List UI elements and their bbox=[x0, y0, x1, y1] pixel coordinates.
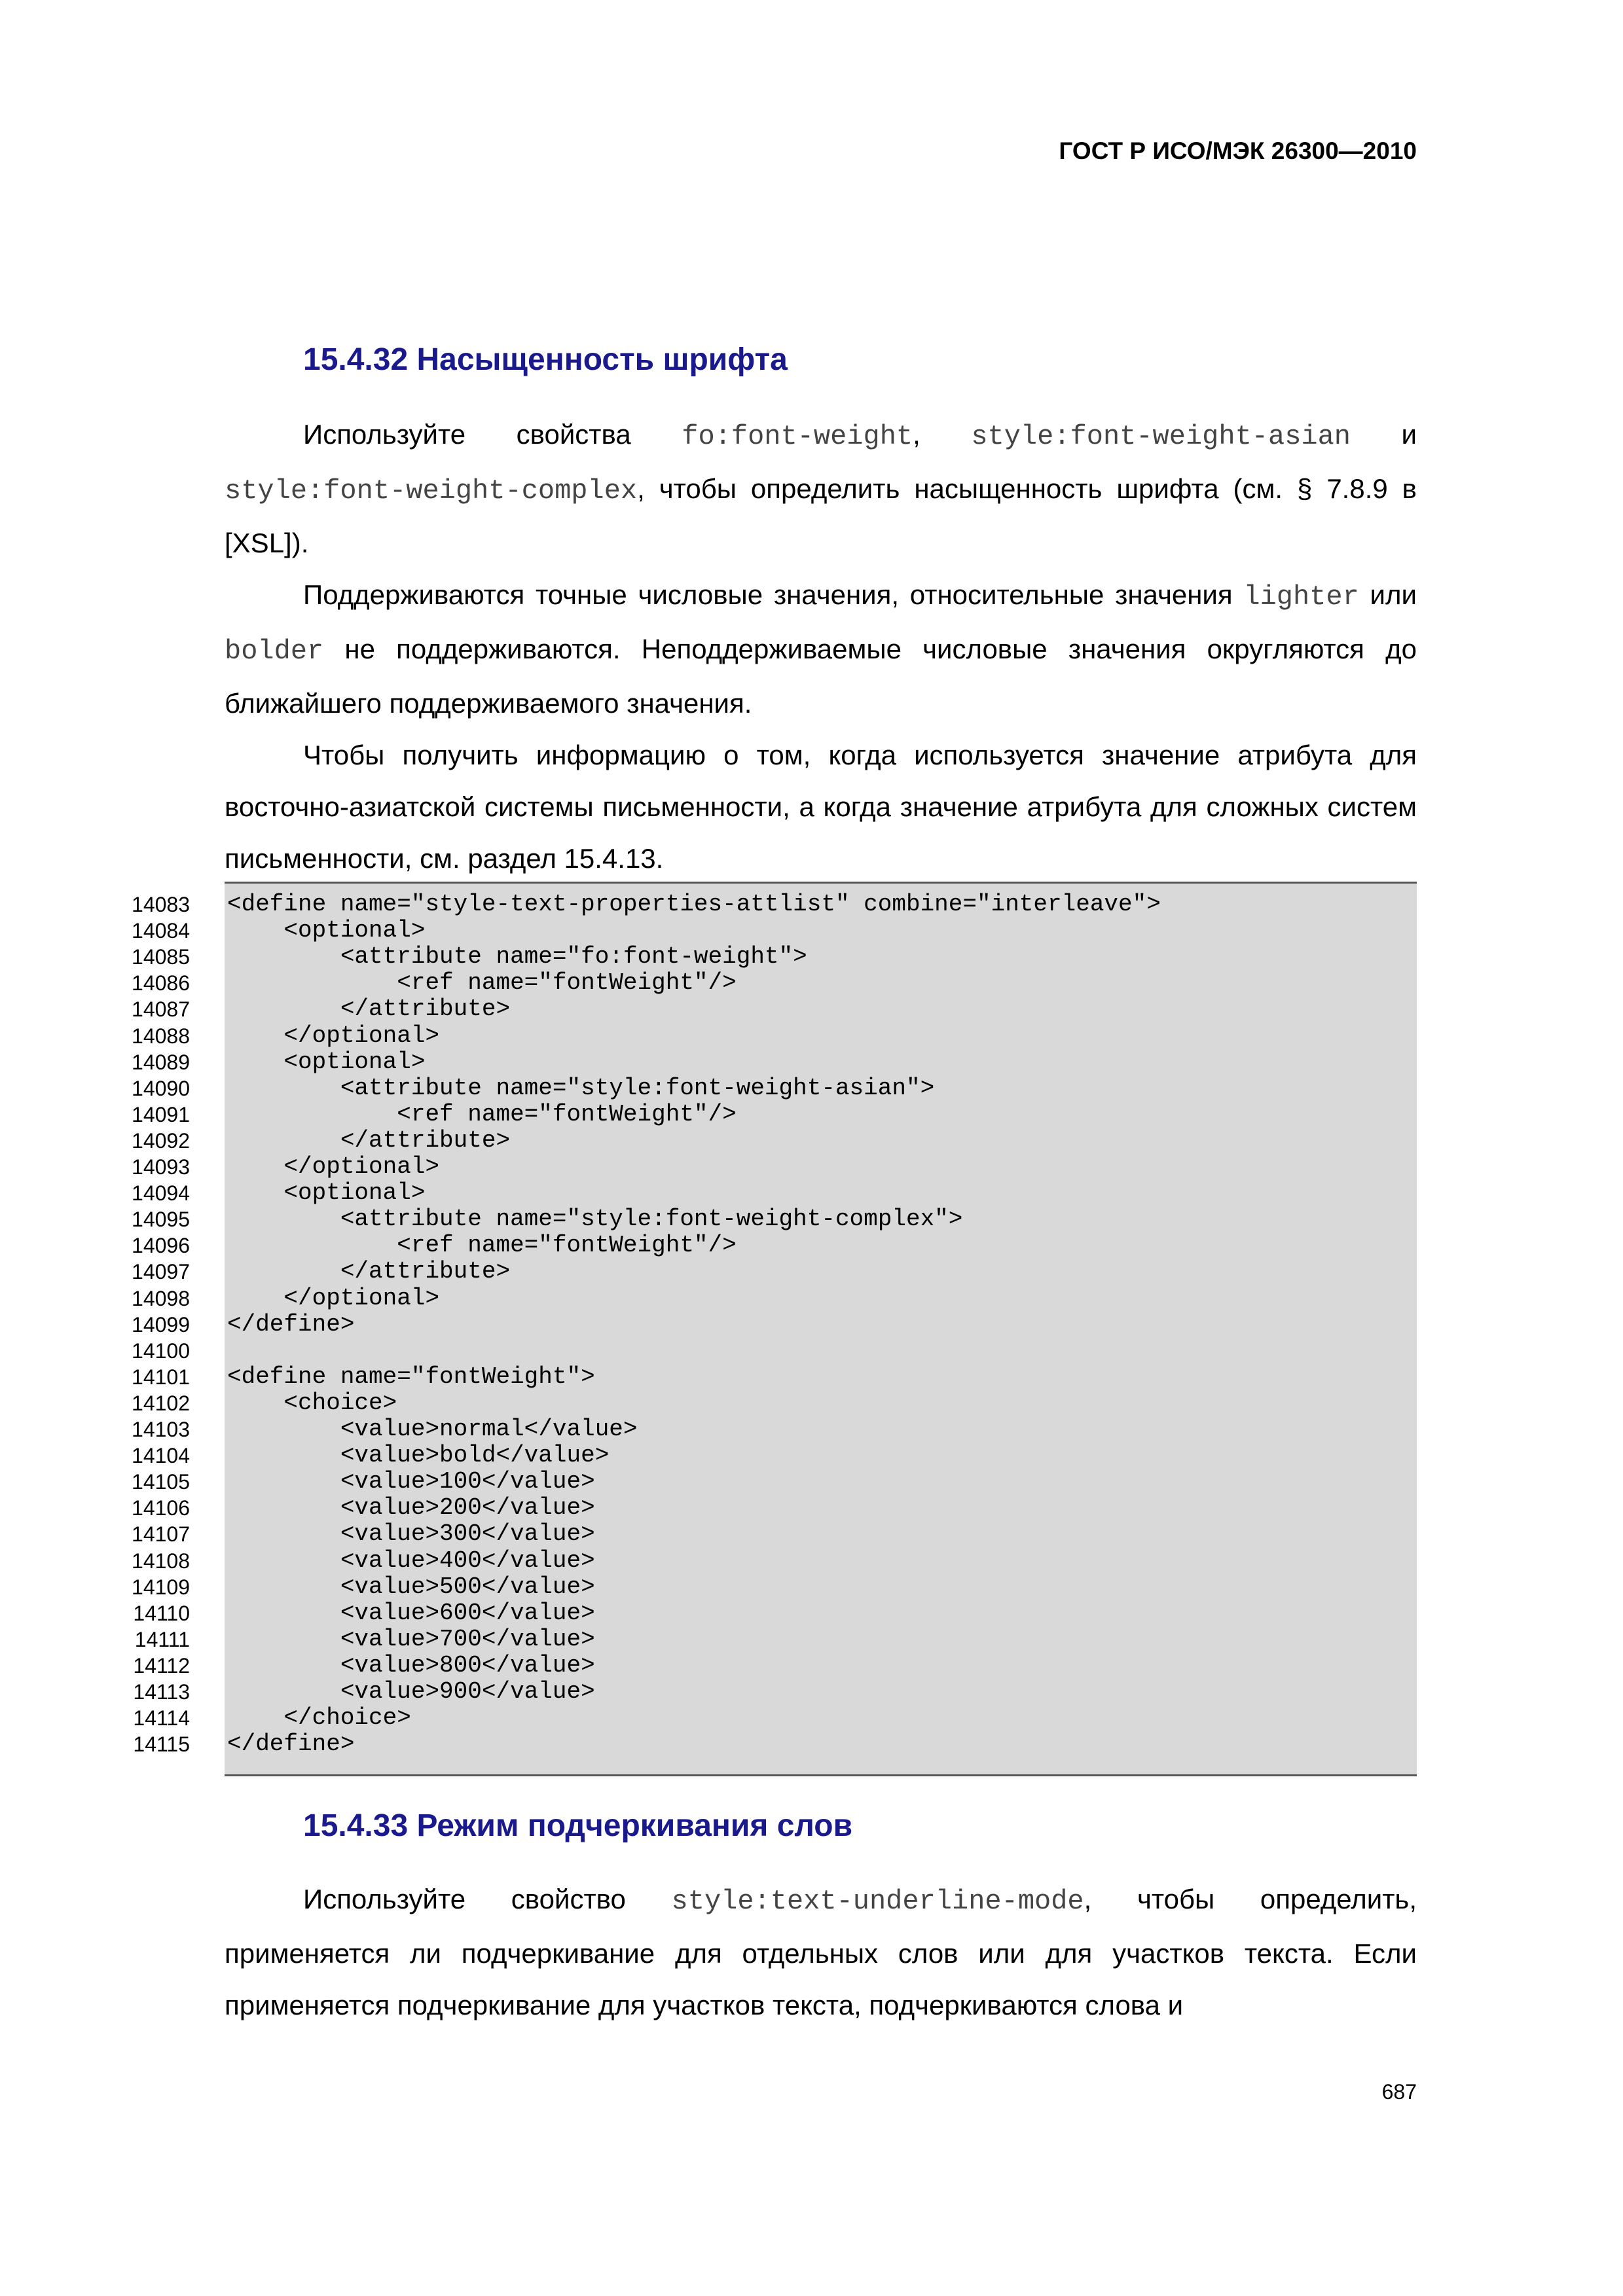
code-bolder: bolder bbox=[225, 636, 324, 667]
code-line bbox=[132, 1442, 1417, 1469]
line-number: 14084 bbox=[132, 919, 190, 943]
line-number: 14083 bbox=[132, 893, 190, 916]
line-number: 14091 bbox=[132, 1102, 190, 1126]
code-style-text-underline-mode: style:text-underline-mode bbox=[671, 1886, 1084, 1917]
code-line bbox=[134, 1625, 1417, 1653]
line-number: 14105 bbox=[132, 1470, 190, 1494]
section-heading-underline-mode: 15.4.33 Режим подчеркивания слов bbox=[303, 1808, 853, 1843]
code-text: <ref name="fontWeight"/> bbox=[227, 1100, 737, 1128]
code-line bbox=[132, 1363, 1417, 1390]
line-number: 14085 bbox=[132, 945, 190, 969]
code-line bbox=[132, 969, 1417, 997]
code-line bbox=[132, 996, 1417, 1023]
code-line bbox=[132, 1232, 1417, 1259]
line-number: 14099 bbox=[132, 1312, 190, 1336]
line-number: 14086 bbox=[132, 971, 190, 996]
line-number: 14106 bbox=[132, 1496, 190, 1520]
code-text: </attribute> bbox=[227, 1126, 511, 1154]
line-number: 14108 bbox=[132, 1549, 190, 1573]
code-line bbox=[132, 1022, 1417, 1049]
code-line bbox=[132, 1100, 1417, 1128]
code-text: <attribute name="style:font-weight-asian"> bbox=[227, 1074, 935, 1102]
line-number: 14109 bbox=[132, 1575, 190, 1599]
code-line bbox=[132, 1074, 1417, 1102]
line-number: 14098 bbox=[132, 1286, 190, 1310]
code-line bbox=[132, 1573, 1417, 1600]
code-text: <value>bold</value> bbox=[227, 1442, 610, 1469]
code-lighter: lighter bbox=[1243, 581, 1359, 613]
code-line bbox=[132, 1048, 1417, 1075]
line-number: 14094 bbox=[132, 1181, 190, 1206]
code-text: </choice> bbox=[227, 1704, 411, 1732]
code-text: <define name="fontWeight"> bbox=[227, 1363, 595, 1390]
code-text: <value>400</value> bbox=[227, 1547, 595, 1574]
line-number: 14103 bbox=[132, 1418, 190, 1441]
line-number: 14097 bbox=[132, 1260, 190, 1284]
code-line bbox=[132, 917, 1417, 944]
line-number: 14100 bbox=[132, 1338, 190, 1363]
code-line bbox=[132, 1416, 1417, 1443]
document-standard-header: ГОСТ Р ИСО/МЭК 26300—2010 bbox=[1059, 137, 1417, 164]
code-text: </optional> bbox=[227, 1153, 440, 1180]
line-number: 14113 bbox=[133, 1680, 190, 1704]
code-text: <ref name="fontWeight"/> bbox=[227, 969, 737, 997]
line-number: 14088 bbox=[132, 1024, 190, 1048]
code-text: </attribute> bbox=[227, 1258, 511, 1285]
code-text: <attribute name="style:font-weight-complex"> bbox=[227, 1206, 963, 1233]
section-body-font-weight bbox=[225, 408, 1417, 884]
code-line bbox=[132, 1494, 1417, 1522]
line-number: 14092 bbox=[132, 1128, 190, 1153]
code-text: <optional> bbox=[227, 1179, 426, 1207]
code-line bbox=[132, 1258, 1417, 1285]
code-style-font-weight-complex: style:font-weight-complex bbox=[225, 475, 638, 507]
line-number: 14093 bbox=[132, 1155, 190, 1179]
code-text: <value>normal</value> bbox=[227, 1416, 638, 1443]
page-number: 687 bbox=[1381, 2080, 1417, 2104]
line-number: 14104 bbox=[132, 1444, 190, 1468]
code-line bbox=[133, 1599, 1417, 1626]
line-number: 14115 bbox=[133, 1732, 190, 1757]
code-text: </attribute> bbox=[227, 996, 511, 1023]
line-number: 14114 bbox=[133, 1706, 190, 1731]
code-text: </define> bbox=[227, 1731, 355, 1758]
code-line bbox=[132, 1126, 1417, 1154]
code-style-font-weight-asian: style:font-weight-asian bbox=[971, 421, 1351, 452]
code-text: <value>500</value> bbox=[227, 1573, 595, 1600]
code-text: <optional> bbox=[227, 1048, 426, 1075]
code-text: <value>600</value> bbox=[227, 1599, 595, 1626]
code-line bbox=[132, 1153, 1417, 1180]
paragraph-font-weight-properties: Используйте свойства fo:font-weight, style:font-weight-asian и style:font-weight-complex, чтобы определить насыщенность шрифта (см. § 7.8.9 в [XSL]). bbox=[225, 419, 1417, 558]
code-line bbox=[132, 1468, 1417, 1496]
line-number: 14112 bbox=[133, 1653, 190, 1677]
code-line bbox=[132, 1284, 1417, 1312]
code-text: <value>300</value> bbox=[227, 1520, 595, 1548]
code-text: </optional> bbox=[227, 1284, 440, 1312]
paragraph-asian-complex-reference: Чтобы получить информацию о том, когда используется значение атрибута для восточно-азиатской системы письменности, а когда значение атрибута для сложных систем письменности, см. раздел 15.4.13. bbox=[225, 740, 1417, 874]
code-text: <choice> bbox=[227, 1389, 397, 1416]
line-number: 14101 bbox=[132, 1365, 190, 1389]
code-line bbox=[132, 1310, 1417, 1338]
code-line bbox=[132, 1547, 1417, 1574]
code-text: <value>700</value> bbox=[227, 1625, 595, 1653]
line-number: 14107 bbox=[132, 1522, 190, 1547]
line-number: 14096 bbox=[132, 1234, 190, 1258]
code-line bbox=[132, 943, 1417, 971]
section-body-underline-mode bbox=[225, 1873, 1417, 2031]
code-line bbox=[132, 1206, 1417, 1233]
line-number: 14087 bbox=[132, 997, 190, 1022]
code-line bbox=[132, 891, 1417, 918]
code-line bbox=[133, 1704, 1417, 1732]
code-line bbox=[133, 1678, 1417, 1705]
line-number: 14095 bbox=[132, 1208, 190, 1232]
code-line bbox=[133, 1731, 1417, 1758]
line-number: 14111 bbox=[134, 1627, 190, 1651]
section-heading-font-weight: 15.4.32 Насыщенность шрифта bbox=[303, 342, 788, 377]
code-line bbox=[132, 1179, 1417, 1207]
paragraph-supported-values: Поддерживаются точные числовые значения, относительные значения lighter или bolder не поддерживаются. Неподдерживаемые числовые значения округляются до ближайшего поддерживаемого значения. bbox=[225, 579, 1417, 719]
line-number: 14110 bbox=[133, 1601, 190, 1625]
line-number: 14090 bbox=[132, 1076, 190, 1100]
code-text: <ref name="fontWeight"/> bbox=[227, 1232, 737, 1259]
code-text: <define name="style-text-properties-attlist" combine="interleave"> bbox=[227, 891, 1161, 918]
code-line bbox=[132, 1520, 1417, 1548]
line-number: 14102 bbox=[132, 1391, 190, 1415]
code-text: <value>800</value> bbox=[227, 1651, 595, 1679]
code-text: <value>100</value> bbox=[227, 1468, 595, 1496]
code-line bbox=[132, 1389, 1417, 1416]
code-text: <value>200</value> bbox=[227, 1494, 595, 1522]
code-line bbox=[133, 1651, 1417, 1679]
code-line bbox=[132, 1338, 1417, 1364]
paragraph-underline-mode: Используйте свойство style:text-underline-mode, чтобы определить, применяется ли подчеркивание для отдельных слов или для участков текста. Если применяется подчеркивание для участков текста, подчеркиваются слова и bbox=[225, 1884, 1417, 2020]
line-number: 14089 bbox=[132, 1050, 190, 1074]
code-text: <optional> bbox=[227, 917, 426, 944]
code-text: </define> bbox=[227, 1310, 355, 1338]
code-text: <attribute name="fo:font-weight"> bbox=[227, 943, 807, 971]
code-fo-font-weight: fo:font-weight bbox=[682, 421, 913, 452]
code-text: </optional> bbox=[227, 1022, 440, 1049]
code-text: <value>900</value> bbox=[227, 1678, 595, 1705]
